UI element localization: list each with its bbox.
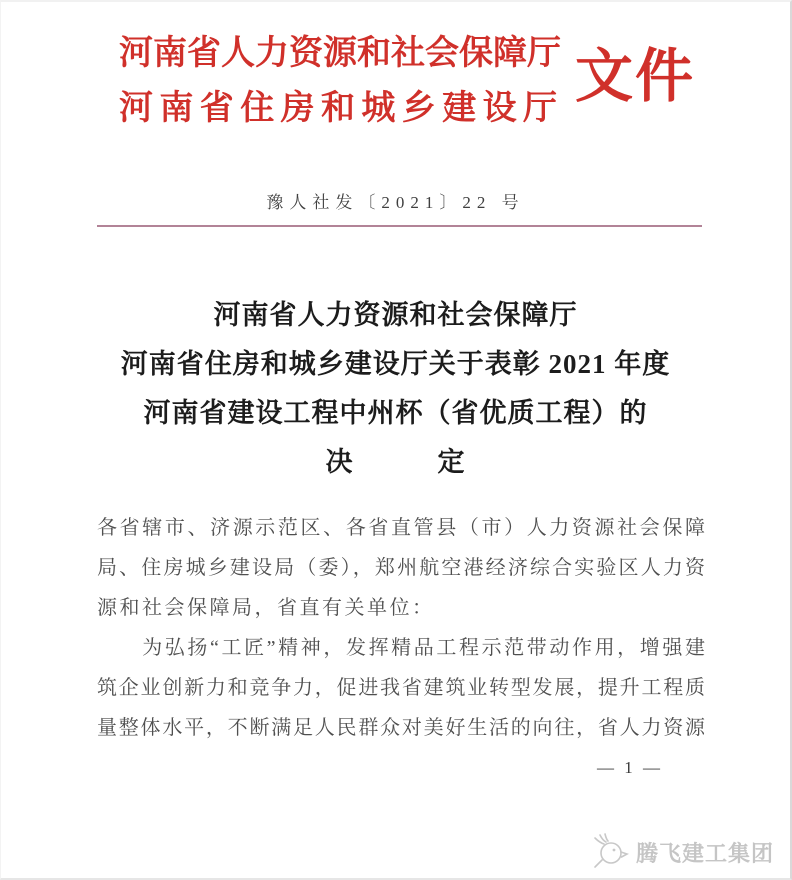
title-line: 河南省住房和城乡建设厅关于表彰 2021 年度 — [120, 349, 671, 379]
issuing-orgs — [119, 26, 561, 136]
body-line: 源和社会保障局，省直有关单位： — [97, 597, 435, 619]
title-line: 河南省人力资源和社会保障厅 — [213, 300, 578, 330]
org-name-line-2: 河南省住房和城乡建设厅 — [119, 90, 557, 127]
org-name-line-1: 河南省人力资源和社会保障厅 — [119, 35, 561, 72]
red-separator-line — [97, 225, 702, 227]
page-number: — 1 — — [597, 758, 663, 777]
body-line: 局、住房城乡建设局（委），郑州航空港经济综合实验区人力资 — [97, 557, 705, 579]
body-line: 筑企业创新力和竞争力，促进我省建筑业转型发展，提升工程质 — [97, 677, 705, 699]
title-line: 决 定 — [325, 447, 466, 477]
body-line: 为弘扬“工匠”精神，发挥精品工程示范带动作用，增强建 — [97, 637, 705, 659]
brand-watermark — [589, 832, 774, 872]
body-line: 各省辖市、济源示范区、各省直管县（市）人力资源社会保障 — [97, 517, 705, 539]
document-title — [1, 291, 790, 487]
document-word: 文件 — [575, 44, 696, 109]
document-body — [97, 508, 705, 748]
body-line: 量整体水平，不断满足人民群众对美好生活的向往，省人力资源 — [97, 717, 705, 739]
title-line: 河南省建设工程中州杯（省优质工程）的 — [143, 398, 648, 428]
brand-name: 腾飞建工集团 — [635, 840, 774, 866]
document-number: 豫人社发〔2021〕22 号 — [266, 193, 525, 212]
letterhead — [1, 2, 790, 136]
bird-logo-icon — [589, 832, 631, 872]
